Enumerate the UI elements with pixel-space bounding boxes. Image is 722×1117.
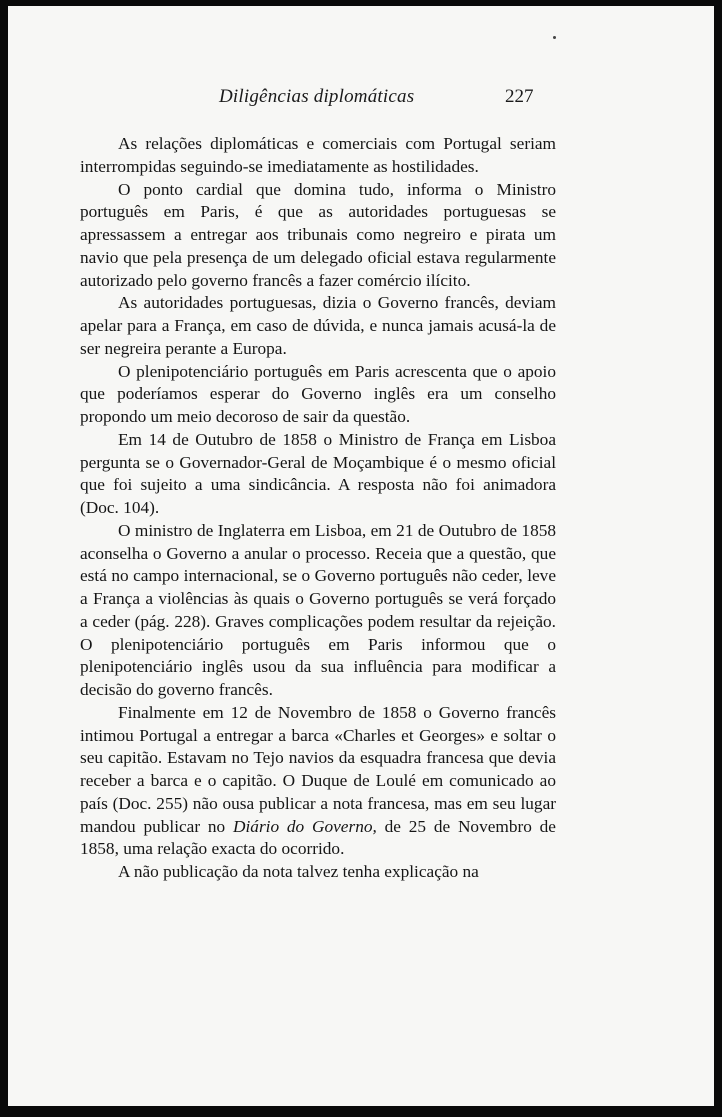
- running-title: Diligências diplomáticas: [219, 86, 415, 107]
- paragraph: O ministro de Inglaterra em Lisboa, em 21 de Outubro de 1858 aconselha o Governo a anular o processo. Receia que a questão, que está no campo internacional, se o Governo português não ceder, leve a França a violências às quais o Governo português se verá forçado a ceder (pág. 228). Graves complicações podem resultar da rejeição. O plenipotenciário português em Paris informou que o plenipotenciário inglês usou da sua influência para modificar a decisão do governo francês.: [80, 520, 556, 699]
- paragraph-text: Finalmente em 12 de Novembro de 1858 o Governo francês intimou Portugal a entregar a barca «Charles et Georges» e soltar o seu capitão. Estavam no Tejo navios da esquadra francesa que devia receber a barca e o capitão. O Duque de Loulé em comunicado ao país (Doc. 255) não ousa publicar a nota francesa, mas em seu lugar mandou publicar no: [80, 702, 556, 836]
- paragraph: As autoridades portuguesas, dizia o Governo francês, deviam apelar para a França, em caso de dúvida, e nunca jamais acusá-la de ser negreira perante a Europa.: [80, 293, 556, 358]
- paragraph-text: de 25 de Novembro de 1858, uma relação exacta do ocorrido.: [80, 816, 556, 859]
- page-number: 227: [505, 86, 534, 107]
- paragraph: O plenipotenciário português em Paris acrescenta que o apoio que poderíamos esperar do Governo inglês era um conselho propondo um meio decoroso de sair da questão.: [80, 361, 556, 426]
- paragraph: O ponto cardial que domina tudo, informa o Ministro português em Paris, é que as autoridades portuguesas se apressassem a entregar aos tribunais como negreiro e pirata um navio que pela presença de um delegado oficial estava regularmente autorizado pelo governo francês a fazer comércio ilícito.: [80, 179, 556, 290]
- paragraph: Em 14 de Outubro de 1858 o Ministro de França em Lisboa pergunta se o Governador-Geral de Moçambique é o mesmo oficial que foi sujeito a uma sindicância. A resposta não foi animadora (Doc. 104).: [80, 429, 556, 517]
- paragraph: [80, 702, 556, 861]
- paragraph: As relações diplomáticas e comerciais com Portugal seriam interrompidas seguindo-se imediatamente as hostilidades.: [80, 134, 556, 176]
- newspaper-title: Diário do Governo,: [233, 816, 377, 836]
- page-header: [8, 6, 714, 126]
- body-text: [80, 133, 556, 884]
- paragraph: A não publicação da nota talvez tenha explicação na: [118, 862, 479, 881]
- scan-speck: [553, 36, 556, 39]
- book-page: [8, 6, 714, 1106]
